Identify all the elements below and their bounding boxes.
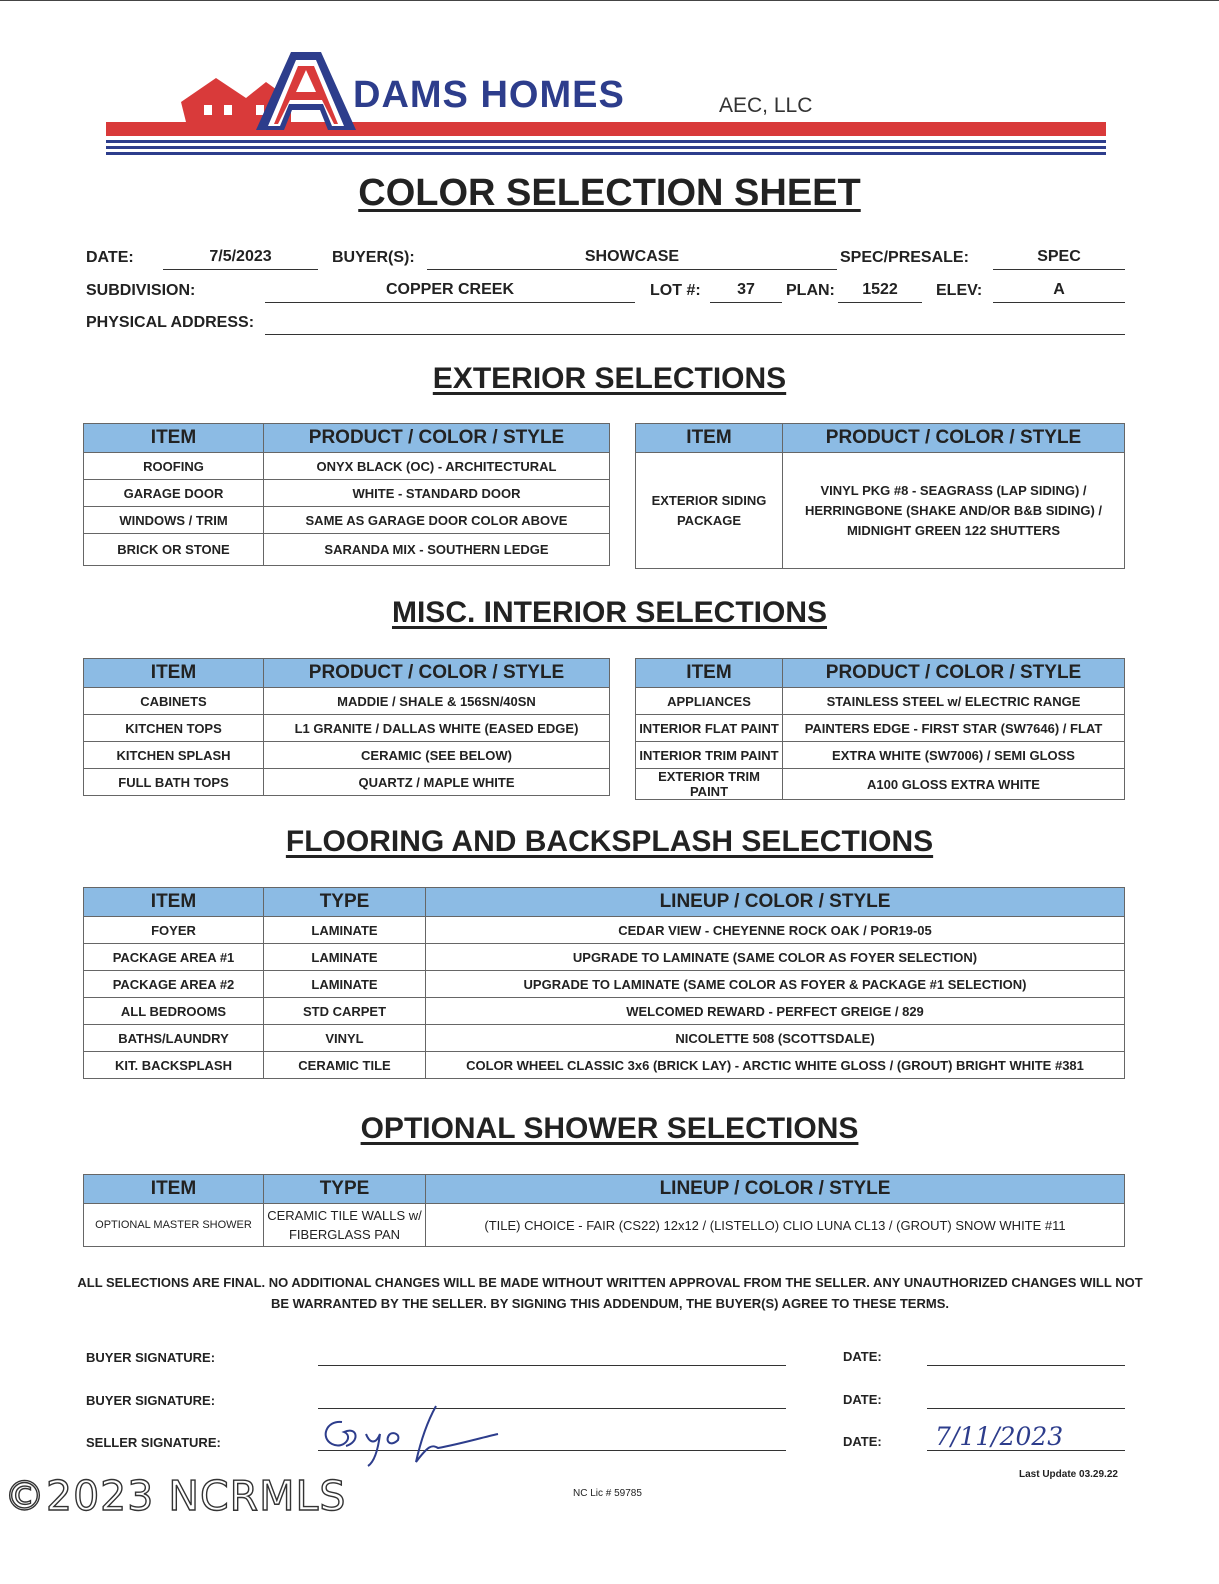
date-label: DATE: bbox=[843, 1392, 882, 1407]
value-cell: A100 GLOSS EXTRA WHITE bbox=[783, 769, 1125, 800]
item-cell: INTERIOR TRIM PAINT bbox=[636, 742, 783, 769]
col-item: ITEM bbox=[636, 424, 783, 453]
interior-table-right bbox=[635, 658, 1125, 800]
type-cell: LAMINATE bbox=[264, 971, 426, 998]
col-item: ITEM bbox=[84, 424, 264, 453]
spec-field[interactable]: SPEC bbox=[993, 247, 1125, 270]
item-cell: KIT. BACKSPLASH bbox=[84, 1052, 264, 1079]
table-row bbox=[84, 769, 610, 796]
col-item: ITEM bbox=[84, 888, 264, 917]
value-cell: SARANDA MIX - SOUTHERN LEDGE bbox=[264, 534, 610, 566]
subdivision-field[interactable]: COPPER CREEK bbox=[265, 280, 635, 303]
table-row bbox=[84, 1204, 1125, 1247]
table-row bbox=[84, 507, 610, 534]
col-item: ITEM bbox=[84, 1175, 264, 1204]
plan-label: PLAN: bbox=[786, 282, 835, 299]
item-cell: KITCHEN TOPS bbox=[84, 715, 264, 742]
table-row bbox=[636, 688, 1125, 715]
col-product: PRODUCT / COLOR / STYLE bbox=[264, 424, 610, 453]
value-cell: VINYL PKG #8 - SEAGRASS (LAP SIDING) / HERRINGBONE (SHAKE AND/OR B&B SIDING) / MIDNIGHT GREEN 122 SHUTTERS bbox=[783, 453, 1125, 569]
table-row bbox=[84, 1052, 1125, 1079]
table-row bbox=[84, 688, 610, 715]
top-border bbox=[0, 0, 1219, 1]
exterior-title: EXTERIOR SELECTIONS bbox=[432, 362, 787, 395]
table-row bbox=[84, 534, 610, 566]
value-cell: SAME AS GARAGE DOOR COLOR ABOVE bbox=[264, 507, 610, 534]
interior-title: MISC. INTERIOR SELECTIONS bbox=[391, 596, 828, 629]
buyer-signature-label: BUYER SIGNATURE: bbox=[86, 1393, 216, 1408]
col-product: PRODUCT / COLOR / STYLE bbox=[783, 424, 1125, 453]
table-row bbox=[84, 1025, 1125, 1052]
item-cell: FOYER bbox=[84, 917, 264, 944]
type-cell: VINYL bbox=[264, 1025, 426, 1052]
col-product: PRODUCT / COLOR / STYLE bbox=[264, 659, 610, 688]
exterior-table-right bbox=[635, 423, 1125, 569]
table-row bbox=[636, 769, 1125, 800]
value-cell: WELCOMED REWARD - PERFECT GREIGE / 829 bbox=[426, 998, 1125, 1025]
item-cell: EXTERIOR TRIM PAINT bbox=[636, 769, 783, 800]
buyer-signature-line[interactable] bbox=[318, 1365, 786, 1366]
item-cell: WINDOWS / TRIM bbox=[84, 507, 264, 534]
buyer-date-line[interactable] bbox=[927, 1408, 1125, 1409]
item-cell: PACKAGE AREA #2 bbox=[84, 971, 264, 998]
value-cell: WHITE - STANDARD DOOR bbox=[264, 480, 610, 507]
item-cell: GARAGE DOOR bbox=[84, 480, 264, 507]
disclaimer: ALL SELECTIONS ARE FINAL. NO ADDITIONAL CHANGES WILL BE MADE WITHOUT WRITTEN APPROVAL FROM THE SELLER. ANY UNAUTHORIZED CHANGES WILL NOT BE WARRANTED BY THE SELLER. BY SIGNING THIS ADDENDUM, THE BUYER(S) AGREE TO THESE TERMS. bbox=[77, 1275, 1143, 1311]
item-cell: OPTIONAL MASTER SHOWER bbox=[84, 1204, 264, 1247]
col-item: ITEM bbox=[636, 659, 783, 688]
value-cell: EXTRA WHITE (SW7006) / SEMI GLOSS bbox=[783, 742, 1125, 769]
spec-label: SPEC/PRESALE: bbox=[840, 249, 969, 266]
item-cell: CABINETS bbox=[84, 688, 264, 715]
logo-suffix: AEC, LLC bbox=[719, 94, 813, 117]
value-cell: CEDAR VIEW - CHEYENNE ROCK OAK / POR19-05 bbox=[426, 917, 1125, 944]
col-lineup: LINEUP / COLOR / STYLE bbox=[426, 1175, 1125, 1204]
value-cell: L1 GRANITE / DALLAS WHITE (EASED EDGE) bbox=[264, 715, 610, 742]
address-label: PHYSICAL ADDRESS: bbox=[86, 314, 255, 331]
page-title: COLOR SELECTION SHEET bbox=[358, 172, 861, 214]
type-cell: LAMINATE bbox=[264, 917, 426, 944]
date-label: DATE: bbox=[843, 1434, 882, 1449]
type-cell: LAMINATE bbox=[264, 944, 426, 971]
shower-table bbox=[83, 1174, 1125, 1247]
plan-field[interactable]: 1522 bbox=[838, 280, 922, 303]
value-cell: MADDIE / SHALE & 156SN/40SN bbox=[264, 688, 610, 715]
value-cell: (TILE) CHOICE - FAIR (CS22) 12x12 / (LISTELLO) CLIO LUNA CL13 / (GROUT) SNOW WHITE #11 bbox=[426, 1204, 1125, 1247]
table-row bbox=[84, 917, 1125, 944]
item-cell: ROOFING bbox=[84, 453, 264, 480]
col-type: TYPE bbox=[264, 1175, 426, 1204]
item-cell: APPLIANCES bbox=[636, 688, 783, 715]
type-cell: CERAMIC TILE bbox=[264, 1052, 426, 1079]
license-number: NC Lic # 59785 bbox=[573, 1488, 642, 1499]
watermark: ©2023 NCRMLS bbox=[4, 1472, 347, 1520]
item-cell: KITCHEN SPLASH bbox=[84, 742, 264, 769]
table-row bbox=[84, 998, 1125, 1025]
col-lineup: LINEUP / COLOR / STYLE bbox=[426, 888, 1125, 917]
col-product: PRODUCT / COLOR / STYLE bbox=[783, 659, 1125, 688]
seller-signature-label: SELLER SIGNATURE: bbox=[86, 1435, 221, 1450]
seller-signature-scrawl bbox=[320, 1400, 510, 1475]
flooring-title: FLOORING AND BACKSPLASH SELECTIONS bbox=[285, 825, 934, 858]
date-field[interactable]: 7/5/2023 bbox=[163, 247, 318, 270]
last-update: Last Update 03.29.22 bbox=[1019, 1469, 1118, 1480]
col-type: TYPE bbox=[264, 888, 426, 917]
type-cell: CERAMIC TILE WALLS w/ FIBERGLASS PAN bbox=[264, 1204, 426, 1247]
seller-date-handwritten: 7/11/2023 bbox=[935, 1422, 1064, 1451]
buyer-field[interactable]: SHOWCASE bbox=[427, 247, 837, 270]
company-logo bbox=[106, 50, 1106, 162]
item-cell: EXTERIOR SIDING PACKAGE bbox=[636, 453, 783, 569]
type-cell: STD CARPET bbox=[264, 998, 426, 1025]
item-cell: FULL BATH TOPS bbox=[84, 769, 264, 796]
subdivision-label: SUBDIVISION: bbox=[86, 282, 196, 299]
elev-label: ELEV: bbox=[936, 282, 983, 299]
value-cell: COLOR WHEEL CLASSIC 3x6 (BRICK LAY) - ARCTIC WHITE GLOSS / (GROUT) BRIGHT WHITE #381 bbox=[426, 1052, 1125, 1079]
table-row bbox=[84, 453, 610, 480]
value-cell: QUARTZ / MAPLE WHITE bbox=[264, 769, 610, 796]
lot-field[interactable]: 37 bbox=[710, 280, 782, 303]
table-row bbox=[636, 742, 1125, 769]
value-cell: UPGRADE TO LAMINATE (SAME COLOR AS FOYER & PACKAGE #1 SELECTION) bbox=[426, 971, 1125, 998]
table-row bbox=[636, 715, 1125, 742]
shower-title: OPTIONAL SHOWER SELECTIONS bbox=[360, 1112, 859, 1145]
exterior-table-left bbox=[83, 423, 610, 566]
logo-wordmark: DAMS HOMES bbox=[353, 74, 625, 116]
table-row bbox=[636, 453, 1125, 569]
item-cell: PACKAGE AREA #1 bbox=[84, 944, 264, 971]
date-label: DATE: bbox=[86, 249, 134, 266]
value-cell: STAINLESS STEEL w/ ELECTRIC RANGE bbox=[783, 688, 1125, 715]
buyer-label: BUYER(S): bbox=[332, 249, 415, 266]
buyer-date-line[interactable] bbox=[927, 1365, 1125, 1366]
table-row bbox=[84, 742, 610, 769]
col-item: ITEM bbox=[84, 659, 264, 688]
item-cell: BATHS/LAUNDRY bbox=[84, 1025, 264, 1052]
item-cell: BRICK OR STONE bbox=[84, 534, 264, 566]
elev-field[interactable]: A bbox=[993, 280, 1125, 303]
value-cell: ONYX BLACK (OC) - ARCHITECTURAL bbox=[264, 453, 610, 480]
item-cell: INTERIOR FLAT PAINT bbox=[636, 715, 783, 742]
value-cell: PAINTERS EDGE - FIRST STAR (SW7646) / FLAT bbox=[783, 715, 1125, 742]
table-row bbox=[84, 971, 1125, 998]
lot-label: LOT #: bbox=[650, 282, 701, 299]
value-cell: NICOLETTE 508 (SCOTTSDALE) bbox=[426, 1025, 1125, 1052]
table-row bbox=[84, 944, 1125, 971]
value-cell: UPGRADE TO LAMINATE (SAME COLOR AS FOYER SELECTION) bbox=[426, 944, 1125, 971]
value-cell: CERAMIC (SEE BELOW) bbox=[264, 742, 610, 769]
address-field[interactable] bbox=[265, 312, 1125, 335]
date-label: DATE: bbox=[843, 1349, 882, 1364]
buyer-signature-label: BUYER SIGNATURE: bbox=[86, 1350, 216, 1365]
table-row bbox=[84, 715, 610, 742]
item-cell: ALL BEDROOMS bbox=[84, 998, 264, 1025]
interior-table-left bbox=[83, 658, 610, 796]
flooring-table bbox=[83, 887, 1125, 1079]
table-row bbox=[84, 480, 610, 507]
